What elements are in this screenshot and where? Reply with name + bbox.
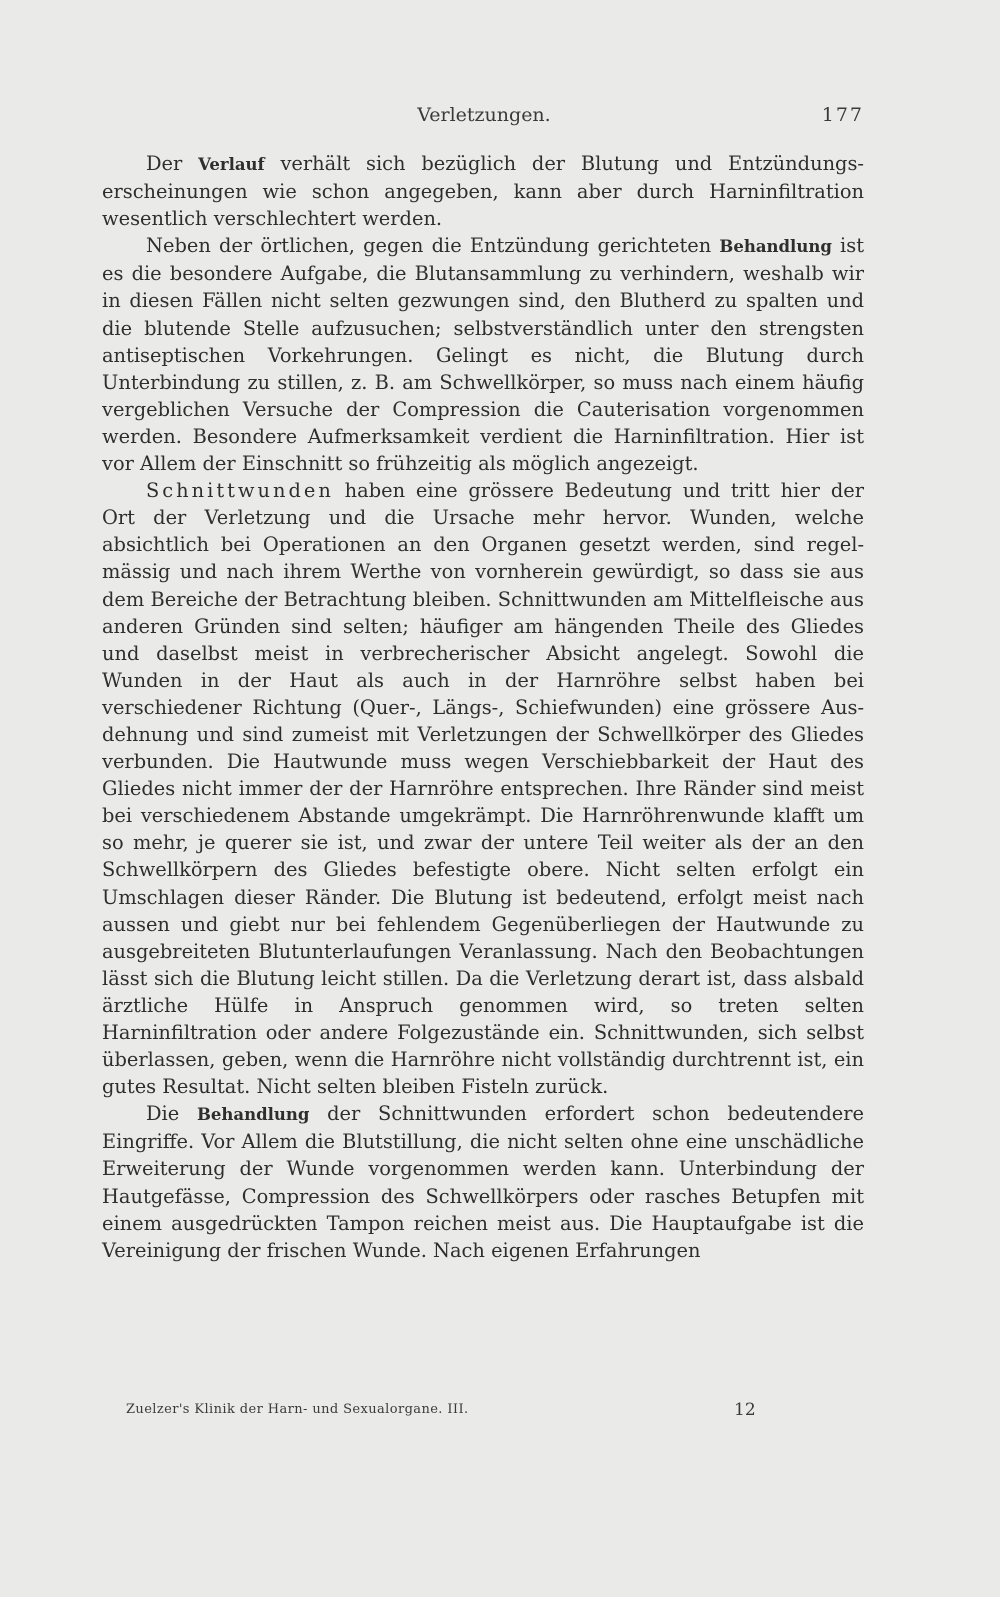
text-run: der Schnittwunden erfordert schon bedeutendere Eingriffe. Vor Allem die Blutstillung, die nicht selten ohne eine unschädliche Erweiterung der Wunde vorgenommen werden kann. Unterbindung der Hautgefässe, Compression des Schwellkörpers oder rasches Betupfen mit einem ausgedrückten Tampon reichen meist aus. Die Hauptaufgabe ist die Vereinigung der frischen Wunde. Nach eigenen Erfahrungen <box>102 1102 864 1262</box>
body-text <box>102 150 864 1264</box>
spaced-term: Schnittwunden <box>146 479 334 503</box>
text-run: verhält sich bezüglich der Blutung und Entzündungserscheinungen wie schon angegeben, kann aber durch Harninfiltration wesentlich verschlechtert werden. <box>102 152 864 231</box>
running-header <box>104 104 864 130</box>
paragraph <box>102 1100 864 1264</box>
bold-term: Behandlung <box>719 237 832 257</box>
running-title: Verletzungen. <box>417 104 551 126</box>
paragraph <box>102 150 864 232</box>
bold-term: Verlauf <box>198 155 265 174</box>
page-number: 177 <box>821 104 864 126</box>
footer-source-line: Zuelzer's Klinik der Harn- und Sexualorgane. III. <box>126 1402 469 1417</box>
text-run: Die <box>146 1102 197 1126</box>
paragraph <box>102 232 864 477</box>
text-run: ist es die besondere Aufgabe, die Blutansammlung zu verhindern, weshalb wir in diesen Fällen nicht selten gezwungen sind, den Blutherd zu spalten und die blutende Stelle aufzusuchen; selbstverständlich unter den strengsten antiseptischen Vorkehrungen. Gelingt es nicht, die Blutung durch Unterbindung zu stillen, z. B. am Schwellkörper, so muss nach einem häufig vergeblichen Versuche der Compression die Cauterisation vorgenommen werden. Besondere Aufmerksamkeit verdient die Harninfiltration. Hier ist vor Allem der Einschnitt so frühzeitig als möglich angezeigt. <box>102 234 864 476</box>
bold-term: Behandlung <box>196 1105 310 1125</box>
text-run: haben eine grössere Bedeutung und tritt hier der Ort der Verletzung und die Ursache mehr hervor. Wunden, welche absichtlich bei Operationen an den Organen gesetzt werden, sind regelmässig und nach ihrem Werthe von vornherein gewürdigt, so dass sie aus dem Bereiche der Betrachtung bleiben. Schnittwunden am Mittelfleische aus anderen Gründen sind selten; häufiger am hängenden Theile des Gliedes und daselbst meist in verbrecherischer Absicht angelegt. Sowohl die Wunden in der Haut als auch in der Harnröhre selbst haben bei verschiedener Richtung (Quer-, Längs-, Schiefwunden) eine grössere Ausdehnung und sind zumeist mit Verletzungen der Schwellkörper des Gliedes verbunden. Die Hautwunde muss wegen Verschiebbarkeit der Haut des Gliedes nicht immer der der Harnröhre entsprechen. Ihre Ränder sind meist bei verschiedenem Abstande umgekrämpt. Die Harnröhrenwunde klafft um so mehr, je querer sie ist, und zwar der untere Teil weiter als der an den Schwellkörpern des Gliedes befestigte obere. Nicht selten erfolgt ein Umschlagen dieser Ränder. Die Blutung ist bedeutend, erfolgt meist nach aussen und giebt nur bei fehlendem Gegenüberliegen der Hautwunde zu ausgebreiteten Blutunterlaufungen Veranlassung. Nach den Beobachtungen lässt sich die Blutung leicht stillen. Da die Verletzung derart ist, dass alsbald ärztliche Hülfe in Anspruch genommen wird, so treten selten Harninfiltration oder andere Folgezustände ein. Schnittwunden, sich selbst überlassen, geben, wenn die Harnröhre nicht vollständig durchtrennt ist, ein gutes Resultat. Nicht selten bleiben Fisteln zurück. <box>102 479 864 1099</box>
text-run: Neben der örtlichen, gegen die Entzündung gerichteten <box>146 234 720 258</box>
sheet-signature: 12 <box>734 1400 756 1420</box>
page-footer <box>126 1400 864 1420</box>
text-run: Der <box>146 152 199 175</box>
paragraph <box>102 477 864 1100</box>
